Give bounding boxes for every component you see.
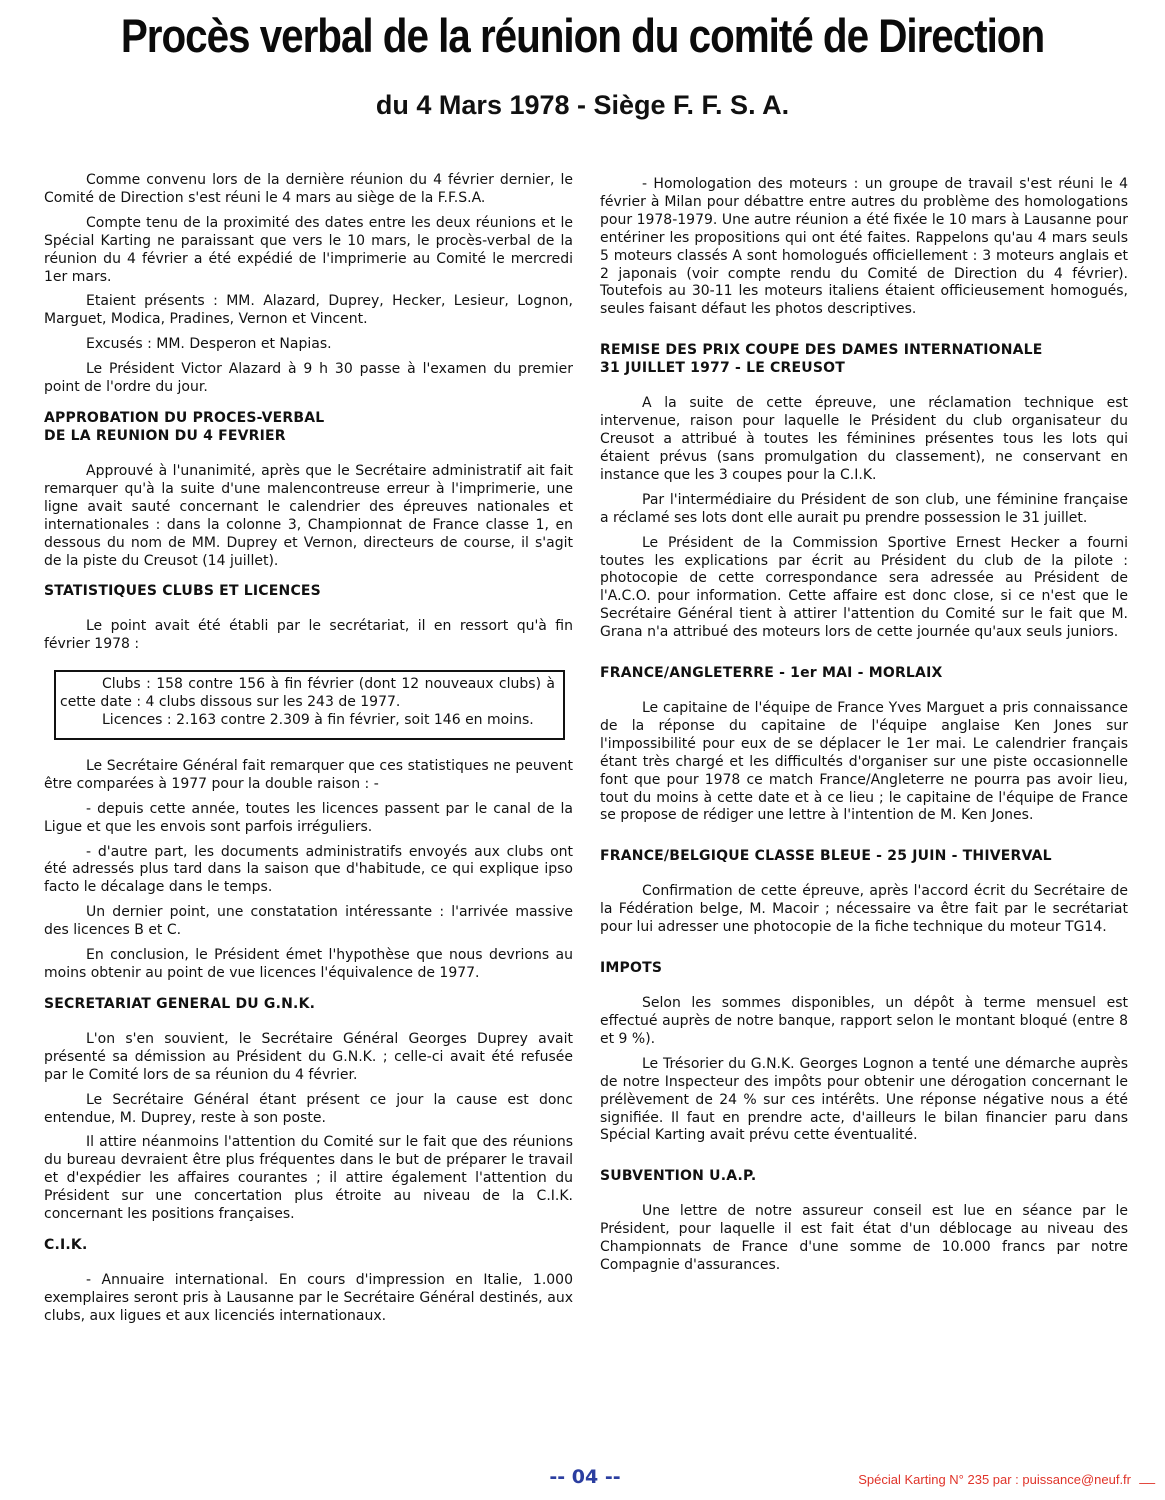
paragraph: Le Secrétaire Général fait remarquer que ces statistiques ne peuvent être comparées à 1977 pour la double raison : - [44,757,573,792]
paragraph: Il attire néanmoins l'attention du Comité sur le fait que des réunions du bureau devraient être plus fréquentes dans le but de préparer le travail et d'expédier les affaires courantes ; il attire également l'attention du Président sur une concertation plus étroite au niveau de la C.I.K. concernant les positions françaises. [44,1134,573,1223]
section-heading: C.I.K. [44,1236,88,1253]
paragraph: Compte tenu de la proximité des dates entre les deux réunions et le Spécial Karting ne paraissant que vers le 10 mars, le procès-verbal de la réunion du 4 février a été expédié de l'imprimerie au Comité le mercredi 1er mars. [44,214,573,285]
paragraph: Une lettre de notre assureur conseil est lue en séance par le Président, pour laquelle il est fait état d'un déblocage au niveau des Championnats de France d'une somme de 10.000 francs par notre Compagnie d'assurances. [600,1203,1128,1274]
paragraph: - depuis cette année, toutes les licences passent par le canal de la Ligue et que les envois sont parfois irréguliers. [44,800,573,835]
page-title: Procès verbal de la réunion du comité de Direction [120,9,1045,62]
paragraph: - Homologation des moteurs : un groupe de travail s'est réuni le 4 février à Milan pour débattre entre autres du problème des homologations pour 1978-1979. Une autre réunion a été fixée le 10 mars à Lausanne pour entériner les propositions qui ont été faites. Rappelons qu'au 4 mars seuls 5 moteurs classés A sont homologués officiellement : 3 moteurs anglais et 2 japonais (voir compte rendu du Comité de Direction du 4 février). Toutefois au 30-11 les moteurs italiens étaient officieusement homogués, seules faisant défaut les photos descriptives. [600,176,1128,318]
paragraph: - Annuaire international. En cours d'impression en Italie, 1.000 exemplaires seront pris à Lausanne par le Secrétaire Général destinés, aux clubs, aux ligues et aux licenciés internationaux. [44,1271,573,1324]
left-column [44,172,573,1333]
paragraph: En conclusion, le Président émet l'hypothèse que nous devrions au moins obtenir au point de vue licences l'équivalence de 1977. [44,947,573,981]
section-heading: FRANCE/ANGLETERRE - 1er MAI - MORLAIX [600,665,943,682]
paragraph: Selon les sommes disponibles, un dépôt à terme mensuel est effectué auprès de notre banque, rapport selon le montant bloqué (entre 8 et 9 %). [600,995,1128,1047]
paragraph: Le Président de la Commission Sportive Ernest Hecker a fourni toutes les explications par écrit au Président du club de la pilote : photocopie de cette correspondance sera adressée au Président de l'A.C.O. pour information. Cette affaire est donc close, si ce n'est que le Secrétaire Général tient à attirer l'attention du Comité sur le fait que M. Grana n'a attribué des moteurs lors de cette journée qu'aux seuls juniors. [600,534,1128,641]
paragraph: Confirmation de cette épreuve, après l'accord écrit du Secrétaire de la Fédération belge, M. Macoir ; nécessaire va être fait par le secrétariat pour lui adresser une photocopie de la fiche technique du moteur TG14. [600,883,1128,936]
page-number: -- 04 -- [549,1466,621,1488]
section-heading: STATISTIQUES CLUBS ET LICENCES [44,583,321,600]
section-heading [600,341,1128,377]
footer-credit: Spécial Karting N° 235 par : puissance@neuf.fr [858,1472,1131,1487]
paragraph: Excusés : MM. Desperon et Napias. [86,336,332,353]
section-heading-line: APPROBATION DU PROCES-VERBAL [44,409,325,426]
paragraph: Etaient présents : MM. Alazard, Duprey, Hecker, Lesieur, Lognon, Marguet, Modica, Pradines, Vernon et Vincent. [44,293,573,328]
footer-dash: __ [1139,1468,1155,1484]
paragraph: Par l'intermédiaire du Président de son club, une féminine française a réclamé ses lots dont elle aurait pu prendre possession le 31 juillet. [600,491,1128,526]
section-heading: FRANCE/BELGIQUE CLASSE BLEUE - 25 JUIN - THIVERVAL [600,848,1052,865]
right-column [600,176,1128,1282]
section-heading: SUBVENTION U.A.P. [600,1168,757,1185]
paragraph: Le capitaine de l'équipe de France Yves Marguet a pris connaissance de la réponse du capitaine de l'équipe anglaise Ken Jones sur l'impossibilité pour eux de se déplacer le 1er mai. Le calendrier français étant très chargé et les difficultés d'organiser sur une piste occasionnelle font que pour 1978 ce match France/Angleterre ne pourra pas avoir lieu, tout du moins à cette date et à ce lieu ; le capitaine de l'équipe de France se propose de rédiger une lettre à l'intention de M. Ken Jones. [600,700,1128,824]
paragraph: Comme convenu lors de la dernière réunion du 4 février dernier, le Comité de Direction s'est réuni le 4 mars au siège de la F.F.S.A. [44,172,573,206]
paragraph: Le Secrétaire Général étant présent ce jour la cause est donc entendue, M. Duprey, reste à son poste. [44,1091,573,1126]
section-heading: IMPOTS [600,960,663,977]
section-heading-line: DE LA REUNION DU 4 FEVRIER [44,427,286,444]
page-subtitle: du 4 Mars 1978 - Siège F. F. S. A. [375,90,790,120]
statistics-clubs: Clubs : 158 contre 156 à fin février (dont 12 nouveaux clubs) à cette date : 4 clubs dissous sur les 243 de 1977. [60,676,555,711]
paragraph: A la suite de cette épreuve, une réclamation technique est intervenue, raison pour laquelle le Président du club organisateur du Creusot a attribué à toutes les féminines présentes tous les lots qui étaient prévus (sans promulgation du classement), ne conservant en instance que les 3 coupes pour la C.I.K. [600,395,1128,483]
paragraph: Le Trésorier du G.N.K. Georges Lognon a tenté une démarche auprès de notre Inspecteur des impôts pour obtenir une dérogation concernant le prélèvement de 24 % sur ces intérêts. Une réponse négative nous a été signifiée. Il faut en prendre acte, d'ailleurs le bilan financier paru dans Spécial Karting avait prévu cette éventualité. [600,1055,1128,1144]
section-heading: SECRETARIAT GENERAL DU G.N.K. [44,995,316,1012]
statistics-box [54,670,565,740]
section-heading [44,409,573,445]
paragraph: Un dernier point, une constatation intéressante : l'arrivée massive des licences B et C. [44,904,573,939]
statistics-licences: Licences : 2.163 contre 2.309 à fin février, soit 146 en moins. [102,712,534,729]
paragraph: L'on s'en souvient, le Secrétaire Général Georges Duprey avait présenté sa démission au Président du G.N.K. ; celle-ci avait été refusée par le Comité lors de sa réunion du 4 février. [44,1030,573,1083]
section-heading-line: REMISE DES PRIX COUPE DES DAMES INTERNATIONALE [600,342,1043,359]
section-heading-line: 31 JUILLET 1977 - LE CREUSOT [600,360,845,377]
paragraph: Le Président Victor Alazard à 9 h 30 passe à l'examen du premier point de l'ordre du jour. [44,361,573,396]
paragraph: - d'autre part, les documents administratifs envoyés aux clubs ont été adressés plus tard dans la saison que d'habitude, ce qui explique ipso facto le décalage dans le temps. [44,843,573,896]
paragraph: Approuvé à l'unanimité, après que le Secrétaire administratif ait fait remarquer qu'à la suite d'une malencontreuse erreur à l'imprimerie, une ligne avait sauté concernant le calendrier des épreuves nationales et internationales : dans la colonne 3, Championnat de France classe 1, en dessous du nom de MM. Duprey et Vernon, directeurs de course, il s'agit de la piste du Creusot (14 juillet). [44,462,573,569]
paragraph: Le point avait été établi par le secrétariat, il en ressort qu'à fin février 1978 : [44,618,573,653]
